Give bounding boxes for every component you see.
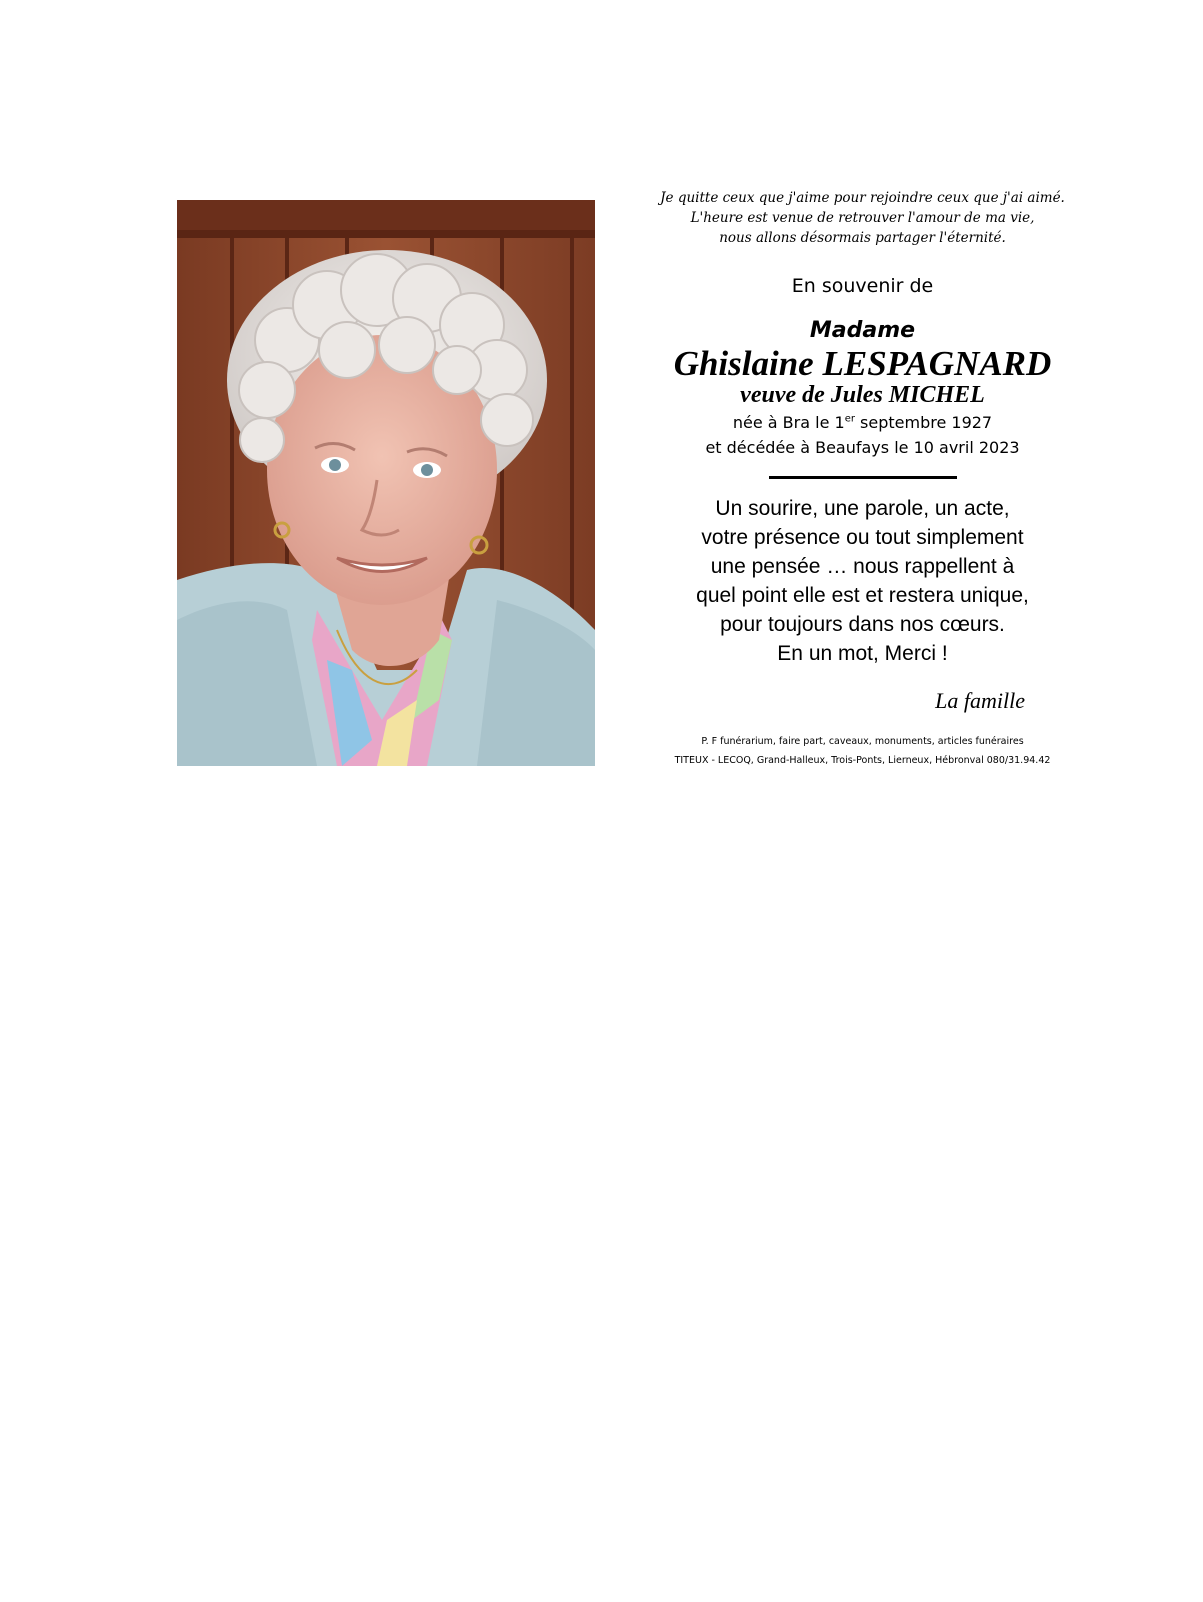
birth-line	[640, 410, 1085, 435]
funeral-home-footer	[640, 732, 1085, 770]
poem-quote	[640, 188, 1085, 248]
death-line: et décédée à Beaufays le 10 avril 2023	[705, 438, 1020, 457]
quote-line-2: L'heure est venue de retrouver l'amour de ma vie,	[690, 210, 1035, 226]
footer-line-1: P. F funérarium, faire part, caveaux, monuments, articles funéraires	[701, 736, 1024, 747]
quote-line-3: nous allons désormais partager l'éternité.	[719, 230, 1006, 246]
portrait-photo	[177, 200, 595, 766]
honorific-title: Madame	[809, 318, 916, 343]
message-line-6: En un mot, Merci !	[777, 642, 948, 665]
message-line-1: Un sourire, une parole, un acte,	[715, 497, 1010, 520]
quote-line-1: Je quitte ceux que j'aime pour rejoindre ceux que j'ai aimé.	[660, 190, 1065, 206]
portrait-image	[177, 200, 595, 766]
birth-suffix: septembre 1927	[854, 413, 993, 432]
message-line-4: quel point elle est et restera unique,	[696, 584, 1029, 607]
family-signature: La famille	[935, 688, 1025, 713]
message-line-2: votre présence ou tout simplement	[701, 526, 1024, 549]
message-line-3: une pensée … nous rappellent à	[710, 555, 1015, 578]
divider-line	[769, 476, 957, 479]
thank-you-message	[640, 494, 1085, 668]
deceased-name: Ghislaine LESPAGNARD	[673, 344, 1052, 383]
birth-ordinal: er	[844, 413, 855, 425]
footer-line-2: TITEUX - LECOQ, Grand-Halleux, Trois-Ponts, Lierneux, Hébronval 080/31.94.42	[674, 755, 1051, 766]
life-dates	[640, 410, 1085, 460]
obituary-text	[640, 188, 1085, 770]
birth-prefix: née à Bra le 1	[732, 413, 845, 432]
widow-of: veuve de Jules MICHEL	[740, 382, 985, 408]
in-memory-of: En souvenir de	[791, 275, 934, 297]
message-line-5: pour toujours dans nos cœurs.	[720, 613, 1005, 636]
